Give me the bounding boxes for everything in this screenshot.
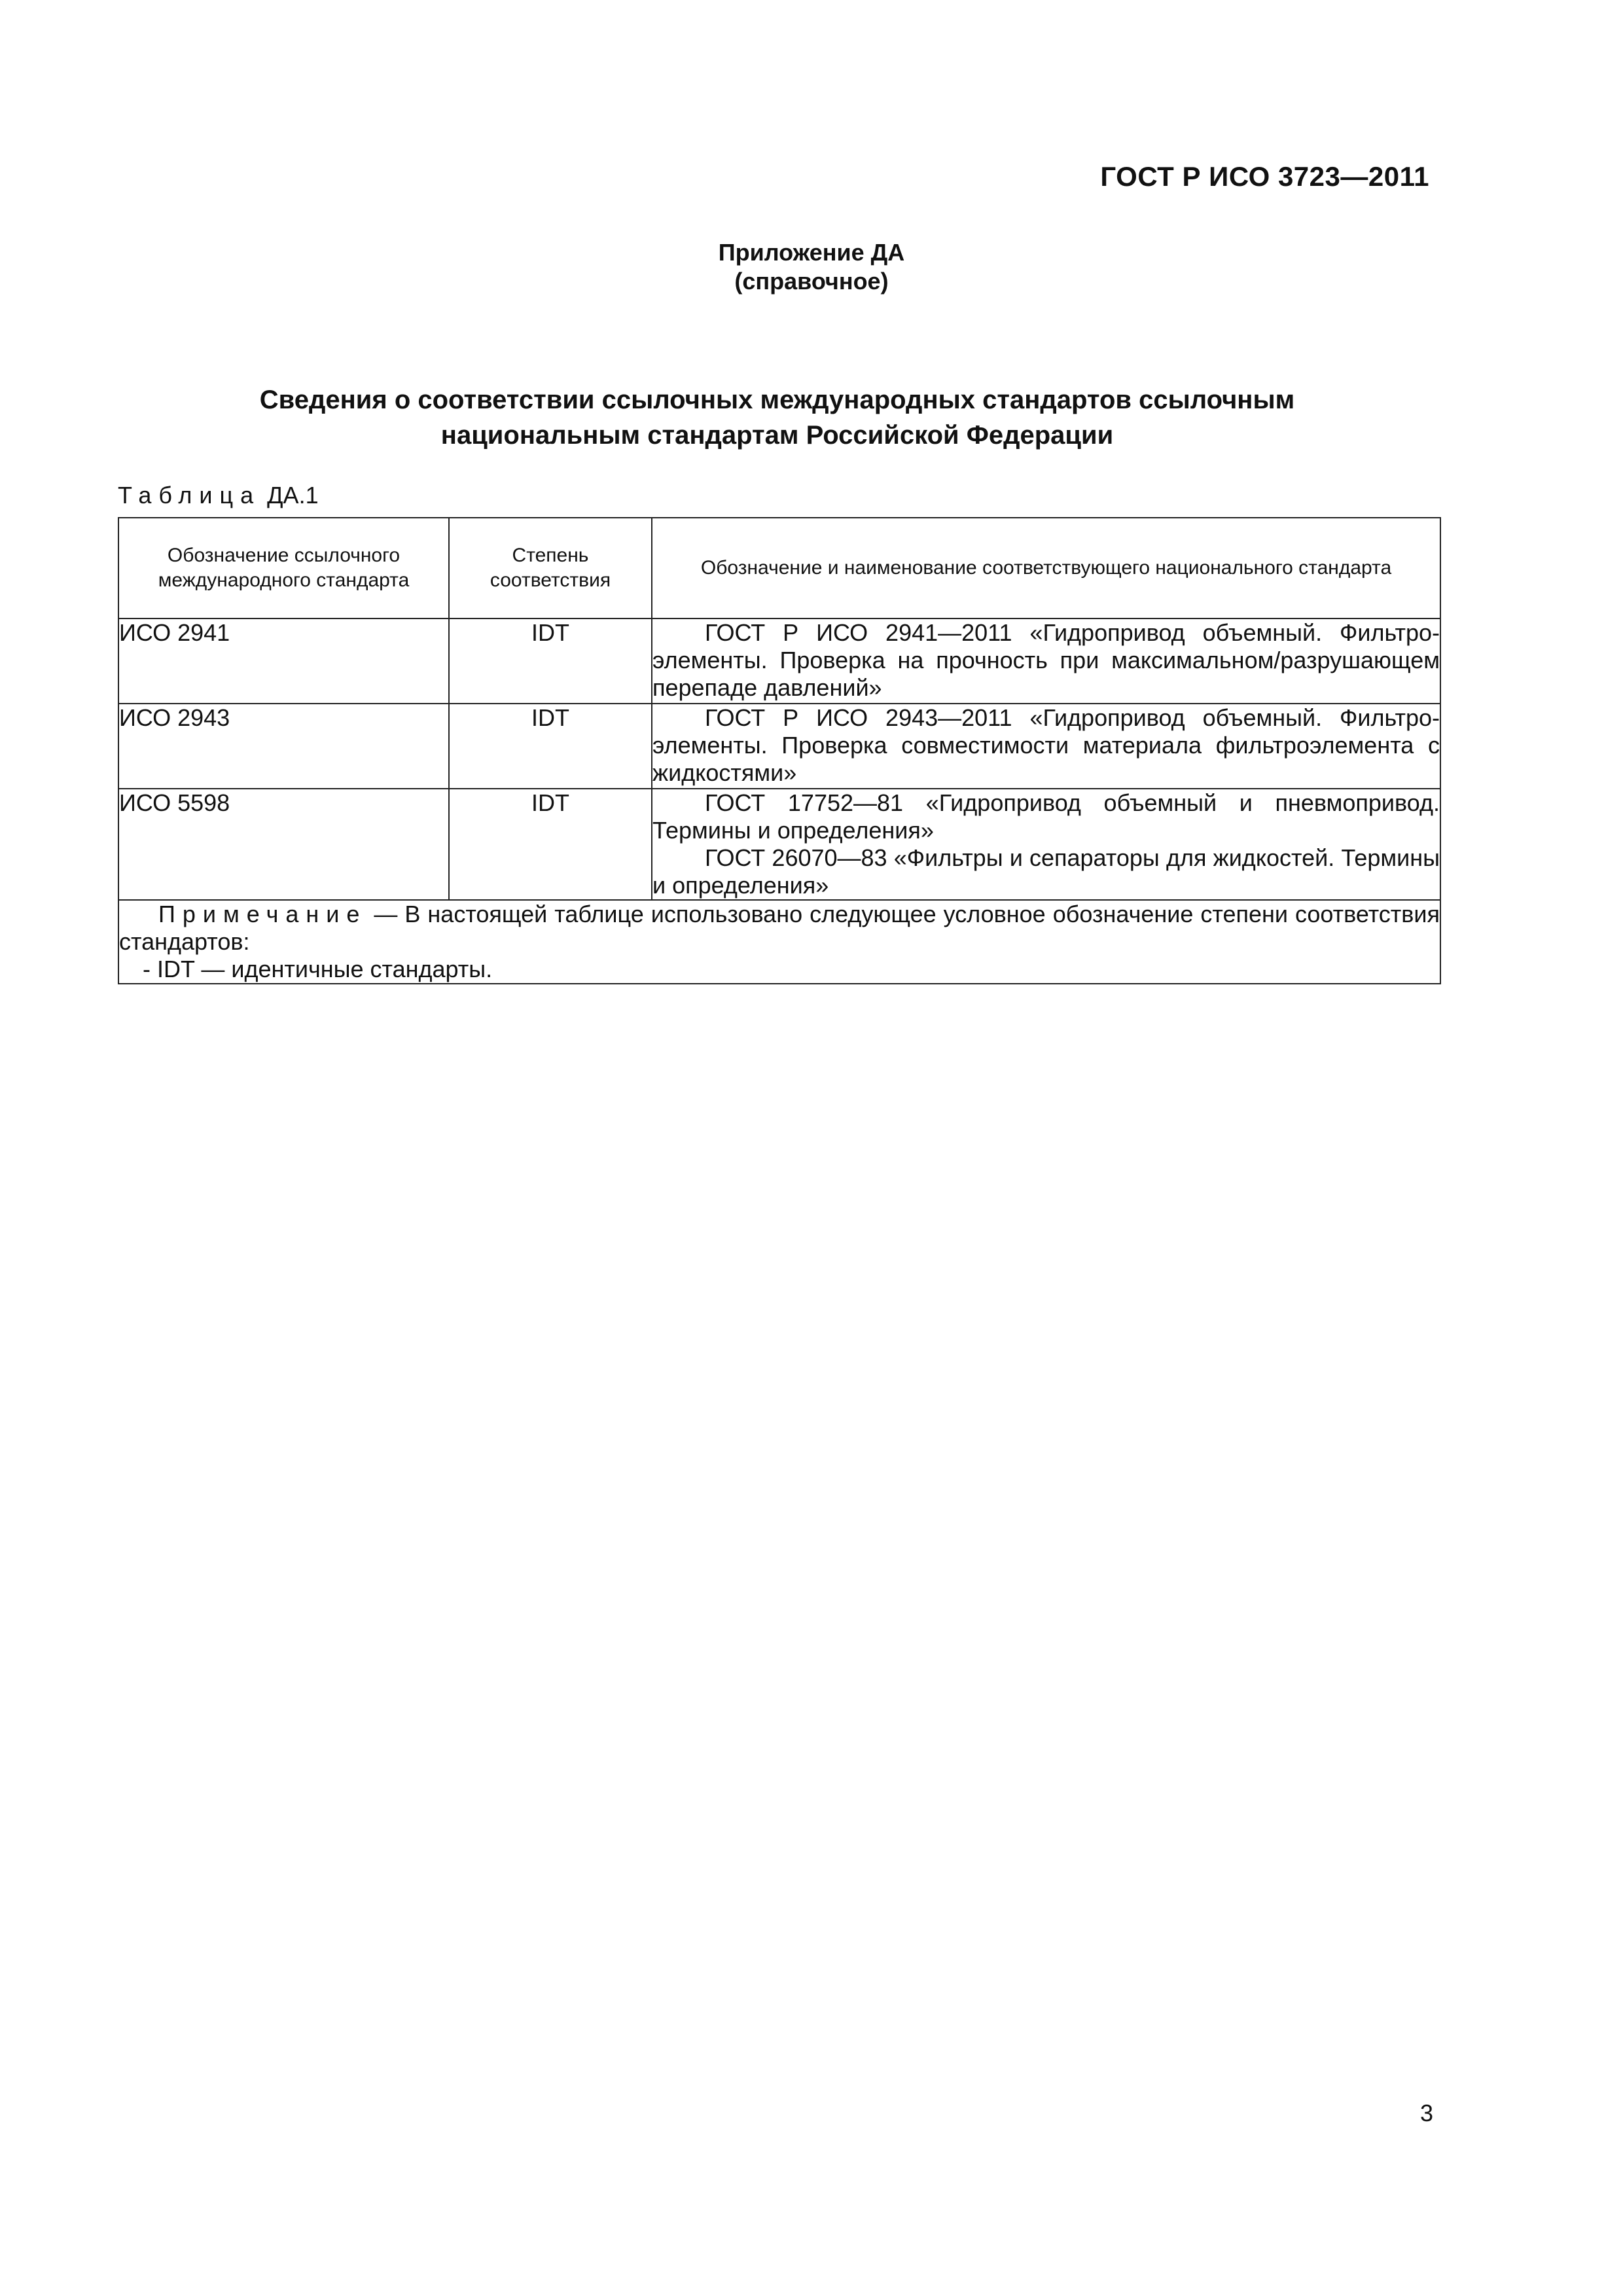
table-header-row bbox=[118, 518, 1440, 619]
note-label: Примечание bbox=[158, 901, 367, 927]
section-title-line-2: национальным стандартам Российской Федерации bbox=[440, 421, 1114, 450]
cell-international-standard: ИСО 2943 bbox=[118, 704, 449, 789]
header-international-standard: Обозначение ссылочного международного стандарта bbox=[118, 518, 449, 619]
page-number: 3 bbox=[1419, 2100, 1433, 2126]
cell-international-standard: ИСО 5598 bbox=[118, 789, 449, 900]
table-row bbox=[118, 789, 1440, 900]
table-row bbox=[118, 619, 1440, 704]
national-standard-entry: ГОСТ Р ИСО 2943—2011 «Гидропривод объемный. Фильтро-элементы. Проверка совместимости материала фильтроэлемента с жидкостями» bbox=[652, 704, 1440, 786]
section-title-line-1: Сведения о соответствии ссылочных международных стандартов ссылочным bbox=[259, 386, 1295, 414]
section-title bbox=[0, 382, 1554, 453]
appendix-subtitle: (справочное) bbox=[734, 268, 889, 295]
correspondence-table bbox=[118, 517, 1441, 984]
cell-degree: IDT bbox=[449, 789, 652, 900]
note-text bbox=[119, 901, 1440, 956]
document-code: ГОСТ Р ИСО 3723—2011 bbox=[1100, 161, 1429, 192]
table-note-row bbox=[118, 900, 1440, 984]
table-note bbox=[118, 900, 1440, 984]
appendix-title: Приложение ДА bbox=[718, 239, 905, 266]
cell-national-standard bbox=[652, 619, 1440, 704]
national-standard-entry: ГОСТ 17752—81 «Гидропривод объемный и пневмопривод. Термины и определения» bbox=[652, 789, 1440, 844]
national-standard-entry: ГОСТ 26070—83 «Фильтры и сепараторы для жидкостей. Термины и определения» bbox=[652, 844, 1440, 899]
header-national-standard: Обозначение и наименование соответствующего национального стандарта bbox=[652, 518, 1440, 619]
table-caption-word: Таблица bbox=[118, 482, 261, 509]
note-body: — В настоящей таблице использовано следующее условное обозначение степени соответствия стандартов: bbox=[119, 901, 1440, 955]
cell-national-standard bbox=[652, 704, 1440, 789]
national-standard-entry: ГОСТ Р ИСО 2941—2011 «Гидропривод объемный. Фильтро-элементы. Проверка на прочность при максимальном/разрушающем перепаде давлений» bbox=[652, 619, 1440, 701]
table-row bbox=[118, 704, 1440, 789]
cell-international-standard: ИСО 2941 bbox=[118, 619, 449, 704]
cell-degree: IDT bbox=[449, 619, 652, 704]
table-caption bbox=[118, 481, 319, 510]
cell-degree: IDT bbox=[449, 704, 652, 789]
appendix-heading bbox=[0, 238, 1623, 296]
header-degree: Степень соответствия bbox=[449, 518, 652, 619]
cell-national-standard bbox=[652, 789, 1440, 900]
note-bullet: - IDT — идентичные стандарты. bbox=[143, 956, 493, 982]
table-caption-id: ДА.1 bbox=[267, 482, 319, 509]
